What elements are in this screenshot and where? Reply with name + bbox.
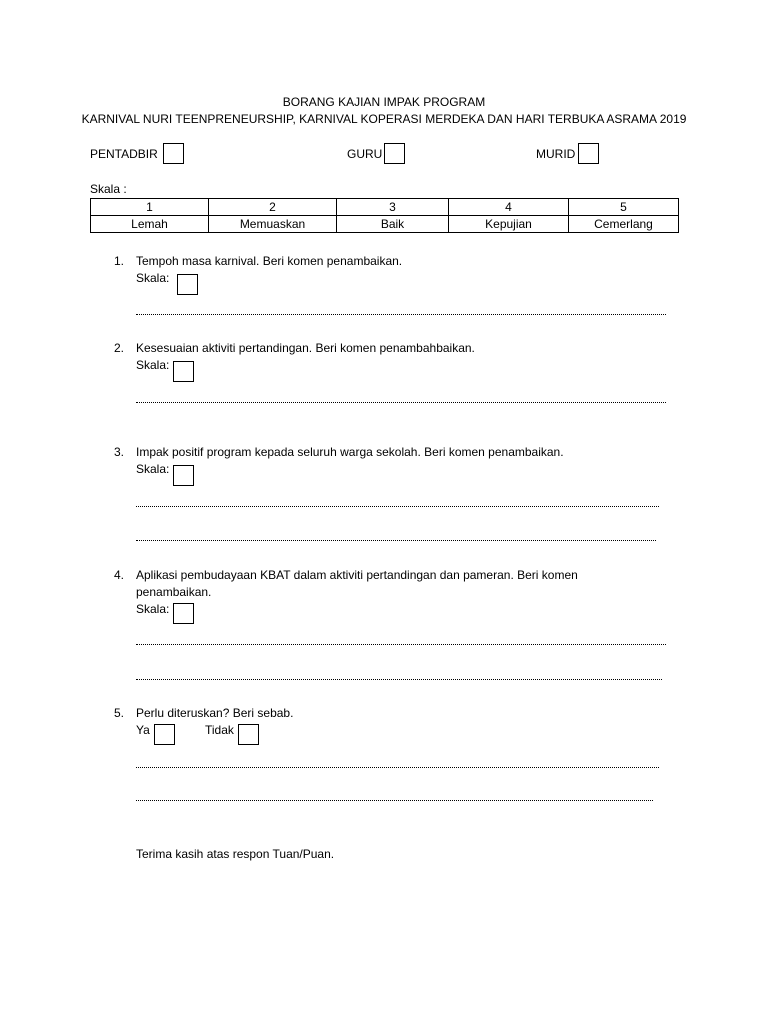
form-subtitle: KARNIVAL NURI TEENPRENEURSHIP, KARNIVAL KOPERASI MERDEKA DAN HARI TERBUKA ASRAMA 2019 xyxy=(81,112,687,126)
question-5-answer-line-2[interactable] xyxy=(136,800,653,801)
form-title: BORANG KAJIAN IMPAK PROGRAM xyxy=(282,95,486,109)
question-5-number: 5. xyxy=(113,706,124,720)
scale-number-4: 4 xyxy=(449,199,569,216)
question-4-answer-line-1[interactable] xyxy=(136,644,666,645)
question-5-answer-line-1[interactable] xyxy=(136,767,659,768)
question-5-tidak-checkbox[interactable] xyxy=(238,724,259,745)
scale-number-1: 1 xyxy=(91,199,209,216)
scale-number-2: 2 xyxy=(209,199,337,216)
murid-label: MURID xyxy=(536,147,576,161)
scale-number-3: 3 xyxy=(337,199,449,216)
closing-note: Terima kasih atas respon Tuan/Puan. xyxy=(136,847,335,861)
question-3-number: 3. xyxy=(113,445,124,459)
guru-checkbox[interactable] xyxy=(384,143,405,164)
question-5-tidak-label: Tidak xyxy=(205,723,234,737)
scale-number-row xyxy=(91,199,679,216)
question-3-skala-label: Skala: xyxy=(136,462,170,476)
scale-table xyxy=(90,198,679,233)
scale-label: Skala : xyxy=(90,182,127,196)
question-2-number: 2. xyxy=(113,341,124,355)
murid-checkbox[interactable] xyxy=(578,143,599,164)
question-1-text: Tempoh masa karnival. Beri komen penambaikan. xyxy=(136,254,403,268)
scale-desc-cemerlang: Cemerlang xyxy=(569,216,679,233)
question-5-text: Perlu diteruskan? Beri sebab. xyxy=(136,706,294,720)
question-4-text-line1: Aplikasi pembudayaan KBAT dalam aktiviti pertandingan dan pameran. Beri komen xyxy=(136,568,578,582)
question-2-answer-line[interactable] xyxy=(136,402,666,403)
question-4-skala-label: Skala: xyxy=(136,602,170,616)
scale-desc-baik: Baik xyxy=(337,216,449,233)
question-4-number: 4. xyxy=(113,568,124,582)
scale-description-row xyxy=(91,216,679,233)
scale-desc-kepujian: Kepujian xyxy=(449,216,569,233)
question-1-skala-label: Skala: xyxy=(136,271,170,285)
question-5-ya-label: Ya xyxy=(136,723,150,737)
question-2-skala-box[interactable] xyxy=(173,361,194,382)
guru-label: GURU xyxy=(347,147,383,161)
scale-number-5: 5 xyxy=(569,199,679,216)
question-4-text-line2: penambaikan. xyxy=(136,585,212,599)
scale-desc-lemah: Lemah xyxy=(91,216,209,233)
question-3-answer-line-1[interactable] xyxy=(136,506,659,507)
question-3-skala-box[interactable] xyxy=(173,465,194,486)
question-1-number: 1. xyxy=(113,254,124,268)
question-1-skala-box[interactable] xyxy=(177,274,198,295)
question-1-answer-line[interactable] xyxy=(136,314,666,315)
question-2-skala-label: Skala: xyxy=(136,358,170,372)
question-2-text: Kesesuaian aktiviti pertandingan. Beri komen penambahbaikan. xyxy=(136,341,475,355)
question-5-ya-checkbox[interactable] xyxy=(154,724,175,745)
question-4-skala-box[interactable] xyxy=(173,603,194,624)
question-4-answer-line-2[interactable] xyxy=(136,679,662,680)
scale-desc-memuaskan: Memuaskan xyxy=(209,216,337,233)
pentadbir-checkbox[interactable] xyxy=(163,143,184,164)
pentadbir-label: PENTADBIR xyxy=(90,147,158,161)
question-3-answer-line-2[interactable] xyxy=(136,540,656,541)
question-3-text: Impak positif program kepada seluruh warga sekolah. Beri komen penambaikan. xyxy=(136,445,564,459)
